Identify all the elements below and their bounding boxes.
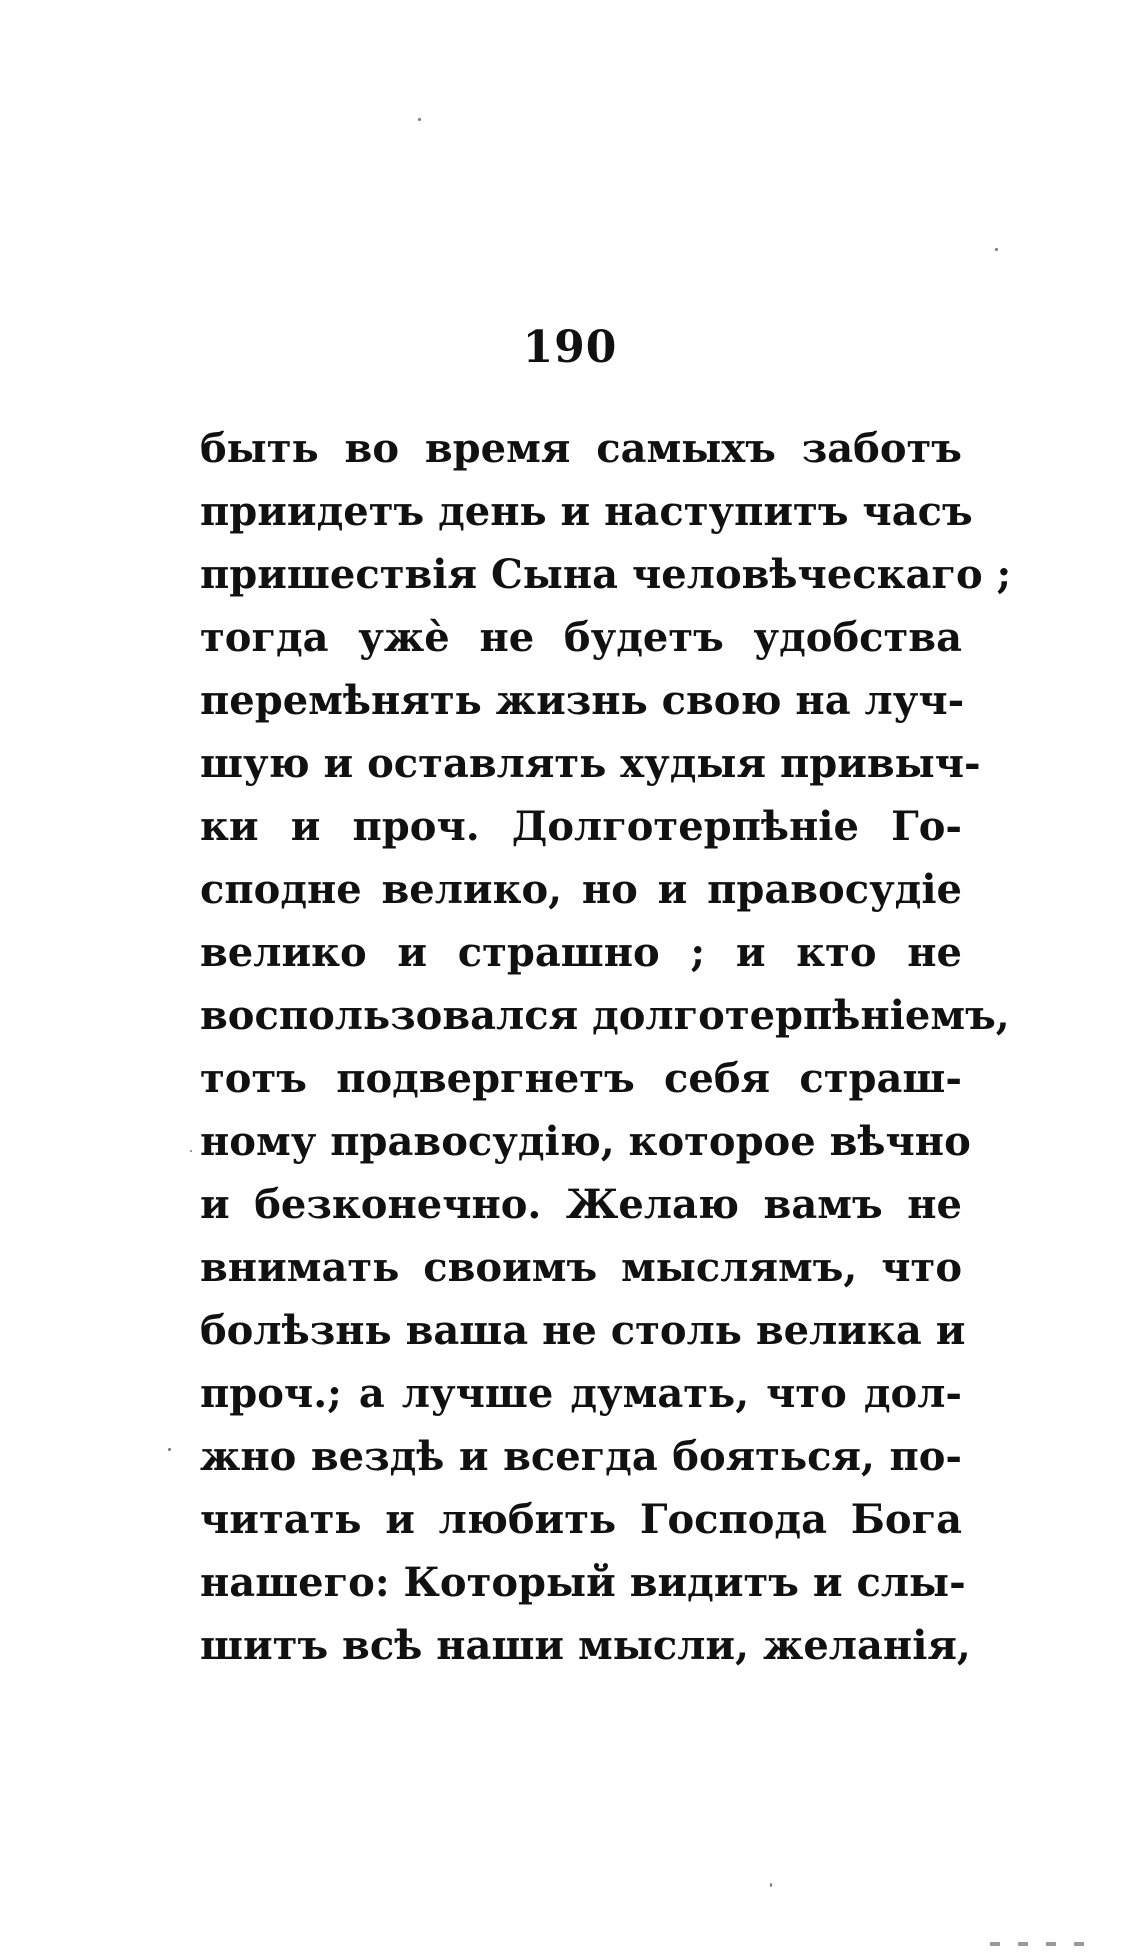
text-line: шитъ всѣ наши мысли, желанія, (200, 1622, 971, 1669)
scan-speck (770, 1883, 772, 1887)
text-line: шую и оставлять худыя привыч- (200, 740, 981, 787)
text-line: перемѣнять жизнь свою на луч- (200, 677, 965, 724)
text-line: болѣзнь ваша не столь велика и (200, 1307, 966, 1354)
text-line: и безконечно. Желаю вамъ не (200, 1181, 962, 1228)
text-line: проч.; а лучше думать, что дол- (200, 1370, 962, 1417)
text-line: внимать своимъ мыслямъ, что (200, 1244, 962, 1291)
text-line: читать и любить Господа Бога (200, 1496, 962, 1543)
text-line: пришествія Сына человѣческаго ; (200, 551, 1012, 598)
scan-speck (418, 118, 421, 121)
text-line: нашего: Который видитъ и слы- (200, 1559, 966, 1606)
text-line: сподне велико, но и правосудіе (200, 866, 962, 913)
scan-speck (190, 1150, 192, 1152)
text-line: тогда ужè не будетъ удобства (200, 614, 962, 661)
scan-edge-marks (990, 1942, 1100, 1946)
text-line: воспользовался долготерпѣніемъ, (200, 992, 1010, 1039)
page-number: 190 (522, 322, 618, 373)
text-line: ному правосудію, которое вѣчно (200, 1118, 971, 1165)
text-line: быть во время самыхъ заботъ (200, 425, 962, 472)
text-line: приидетъ день и наступитъ часъ (200, 488, 973, 535)
body-text (200, 417, 1012, 1677)
text-line: велико и страшно ; и кто не (200, 929, 962, 976)
text-line: жно вездѣ и всегда бояться, по- (200, 1433, 962, 1480)
scan-speck (995, 248, 998, 251)
text-line: тотъ подвергнетъ себя страш- (200, 1055, 962, 1102)
scan-speck (168, 1448, 171, 1451)
text-line: ки и проч. Долготерпѣніе Го- (200, 803, 962, 850)
